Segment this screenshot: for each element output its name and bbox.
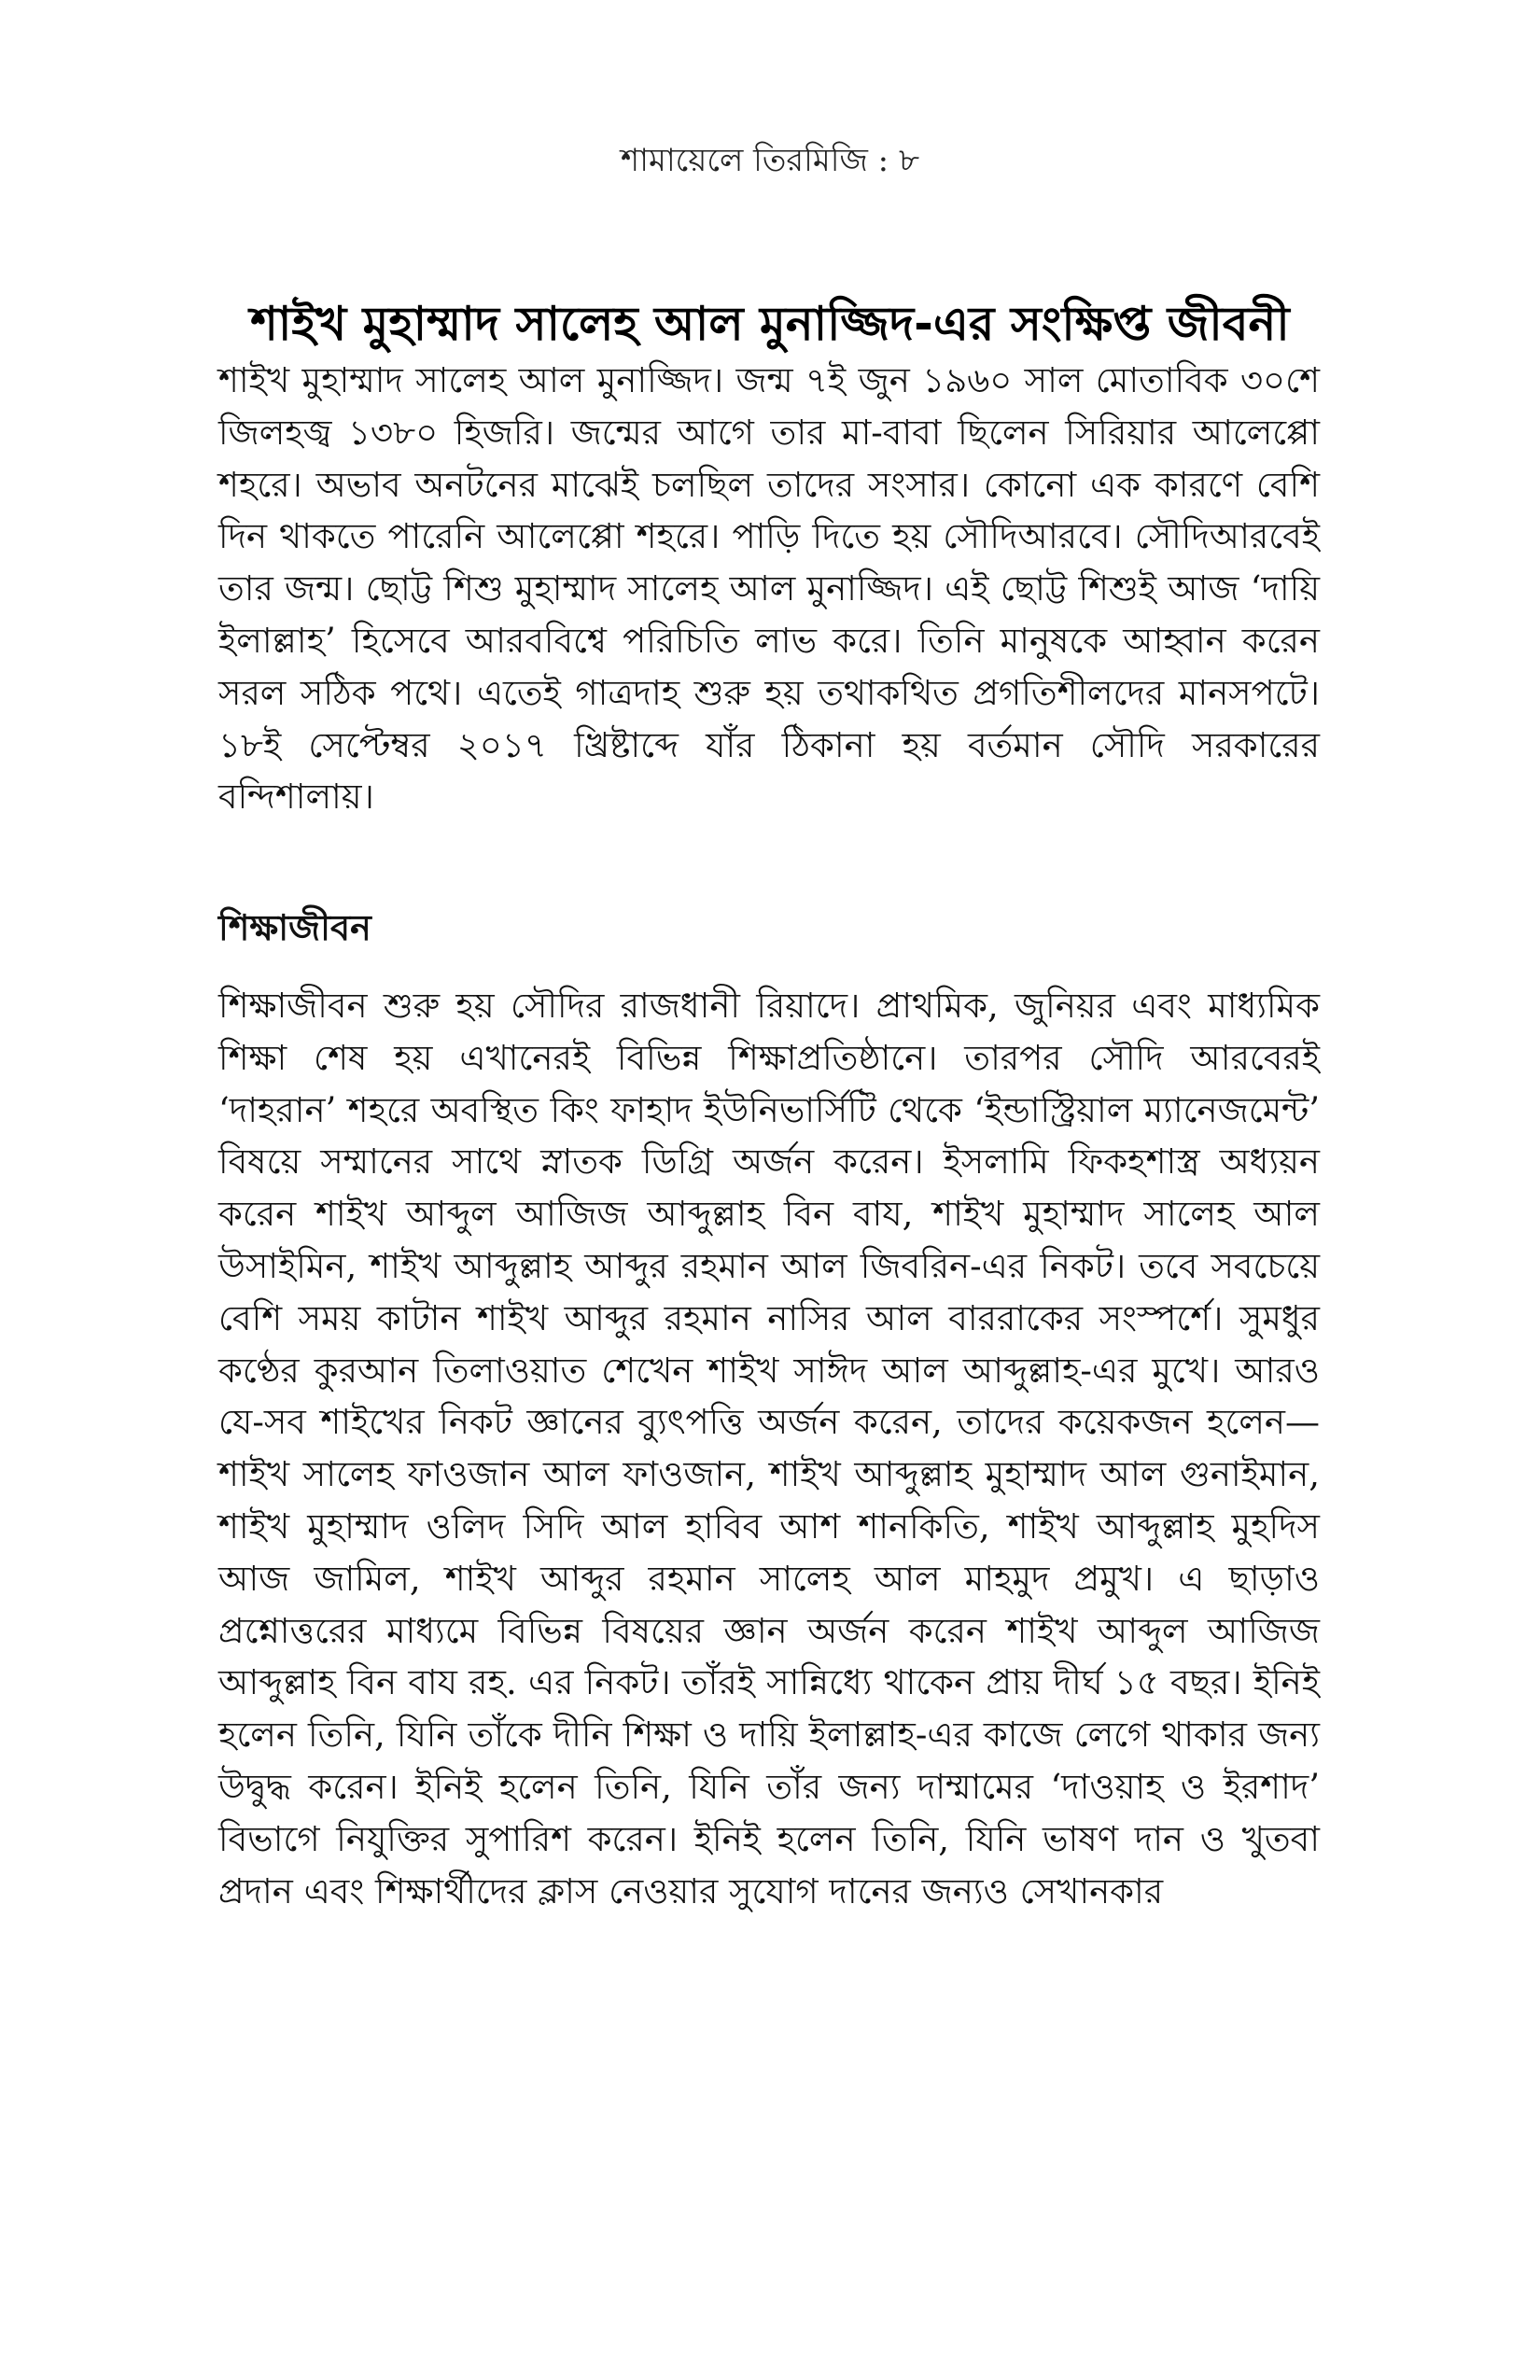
section-heading: শিক্ষাজীবন bbox=[218, 907, 371, 948]
education-paragraph: শিক্ষাজীবন শুরু হয় সৌদির রাজধানী রিয়াদে। প্রাথমিক, জুনিয়র এবং মাধ্যমিক শিক্ষা শেষ হয় এখানেরই বিভিন্ন শিক্ষাপ্রতিষ্ঠানে। তারপর সৌদি আরবেরই ‘দাহরান’ শহরে অবস্থিত কিং ফাহাদ ইউনিভার্সিটি থেকে ‘ইন্ডাস্ট্রিয়াল ম্যানেজমেন্ট’ বিষয়ে সম্মানের সাথে স্নাতক ডিগ্রি অর্জন করেন। ইসলামি ফিকহশাস্ত্র অধ্যয়ন করেন শাইখ আব্দুল আজিজ আব্দুল্লাহ বিন বায, শাইখ মুহাম্মাদ সালেহ আল উসাইমিন, শাইখ আব্দুল্লাহ আব্দুর রহমান আল জিবরিন-এর নিকট। তবে সবচেয়ে বেশি সময় কাটান শাইখ আব্দুর রহমান নাসির আল বাররাকের সংস্পর্শে। সুমধুর কণ্ঠের কুরআন তিলাওয়াত শেখেন শাইখ সাঈদ আল আব্দুল্লাহ-এর মুখে। আরও যে-সব শাইখের নিকট জ্ঞানের ব্যুৎপত্তি অর্জন করেন, তাদের কয়েকজন হলেন—শাইখ সালেহ ফাওজান আল ফাওজান, শাইখ আব্দুল্লাহ মুহাম্মাদ আল গুনাইমান, শাইখ মুহাম্মাদ ওলিদ সিদি আল হাবিব আশ শানকিতি, শাইখ আব্দুল্লাহ মুহদিস আজ জামিল, শাইখ আব্দুর রহমান সালেহ আল মাহমুদ প্রমুখ। এ ছাড়াও প্রশ্নোত্তরের মাধ্যমে বিভিন্ন বিষয়ের জ্ঞান অর্জন করেন শাইখ আব্দুল আজিজ আব্দুল্লাহ বিন বায রহ. এর নিকট। তাঁরই সান্নিধ্যে থাকেন প্রায় দীর্ঘ ১৫ বছর। ইনিই হলেন তিনি, যিনি তাঁকে দীনি শিক্ষা ও দায়ি ইলাল্লাহ-এর কাজে লেগে থাকার জন্য উদ্বুদ্ধ করেন। ইনিই হলেন তিনি, যিনি তাঁর জন্য দাম্মামের ‘দাওয়াহ ও ইরশাদ’ বিভাগে নিযুক্তির সুপারিশ করেন। ইনিই হলেন তিনি, যিনি ভাষণ দান ও খুতবা প্রদান এবং শিক্ষার্থীদের ক্লাস নেওয়ার সুযোগ দানের জন্যও সেখানকার bbox=[218, 986, 1321, 1911]
chapter-title: শাইখ মুহাম্মাদ সালেহ আল মুনাজ্জিদ-এর সংক্ষিপ্ত জীবনী bbox=[250, 296, 1290, 351]
running-header: শামায়েলে তিরমিজি : ৮ bbox=[620, 142, 920, 179]
intro-paragraph: শাইখ মুহাম্মাদ সালেহ আল মুনাজ্জিদ। জন্ম ৭ই জুন ১৯৬০ সাল মোতাবিক ৩০শে জিলহজ্ব ১৩৮০ হিজরি। জন্মের আগে তার মা-বাবা ছিলেন সিরিয়ার আলেপ্পো শহরে। অভাব অনটনের মাঝেই চলছিল তাদের সংসার। কোনো এক কারণে বেশি দিন থাকতে পারেনি আলেপ্পো শহরে। পাড়ি দিতে হয় সৌদিআরবে। সৌদিআরবেই তার জন্ম। ছোট্ট শিশু মুহাম্মাদ সালেহ আল মুনাজ্জিদ। এই ছোট্ট শিশুই আজ ‘দায়ি ইলাল্লাহ’ হিসেবে আরববিশ্বে পরিচিতি লাভ করে। তিনি মানুষকে আহ্বান করেন সরল সঠিক পথে। এতেই গাত্রদাহ শুরু হয় তথাকথিত প্রগতিশীলদের মানসপটে। ১৮ই সেপ্টেম্বর ২০১৭ খ্রিষ্টাব্দে যাঁর ঠিকানা হয় বর্তমান সৌদি সরকারের বন্দিশালায়। bbox=[218, 360, 1320, 818]
